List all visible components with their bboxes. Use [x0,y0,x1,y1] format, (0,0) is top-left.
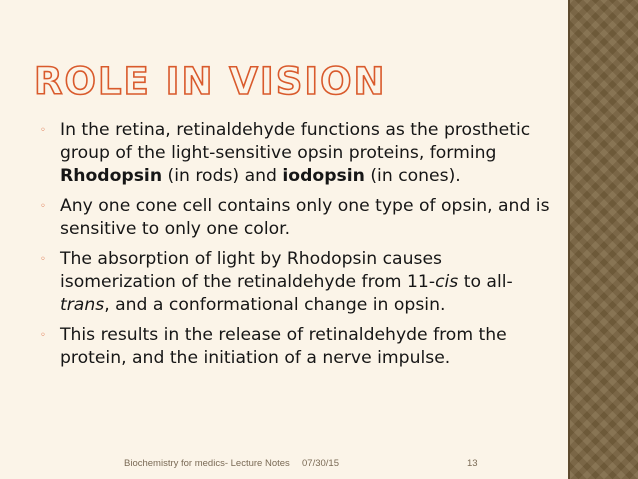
bullet-text: (in cones). [364,166,461,186]
decorative-side-band [568,0,638,479]
footer-date: 07/30/15 [302,458,339,469]
bullet-text: The absorption of light by Rhodopsin causes isomerization of the retinaldehyde from 11- [60,249,442,292]
bullet-icon: ◦ [40,330,46,341]
footer-course-name: Biochemistry for medics- Lecture Notes [124,458,290,469]
bullet-icon: ◦ [40,254,46,265]
bullet-item-1 [36,119,556,188]
bullet-text: In the retina, retinaldehyde functions as the prosthetic group of the light-sensitive opsin proteins, forming [60,120,531,163]
bullet-text: , and a conformational change in opsin. [104,295,446,315]
italic-term-cis: cis [435,272,459,292]
slide-title: ROLE IN VISION [34,60,387,103]
italic-term-trans: trans [60,295,105,315]
bullet-icon: ◦ [40,201,46,212]
bullet-item-2 [36,195,556,241]
bullet-list [36,119,556,377]
bold-term-rhodopsin: Rhodopsin [60,166,163,186]
bullet-item-3 [36,248,556,317]
bullet-text: This results in the release of retinaldehyde from the protein, and the initiation of a nerve impulse. [60,325,507,368]
bullet-item-4 [36,324,556,370]
bullet-text: to all- [458,272,513,292]
bold-term-iodopsin: iodopsin [282,166,365,186]
bullet-icon: ◦ [40,125,46,136]
footer-page-number: 13 [467,458,478,469]
bullet-text: Any one cone cell contains only one type of opsin, and is sensitive to only one color. [60,196,550,239]
bullet-text: (in rods) and [162,166,283,186]
